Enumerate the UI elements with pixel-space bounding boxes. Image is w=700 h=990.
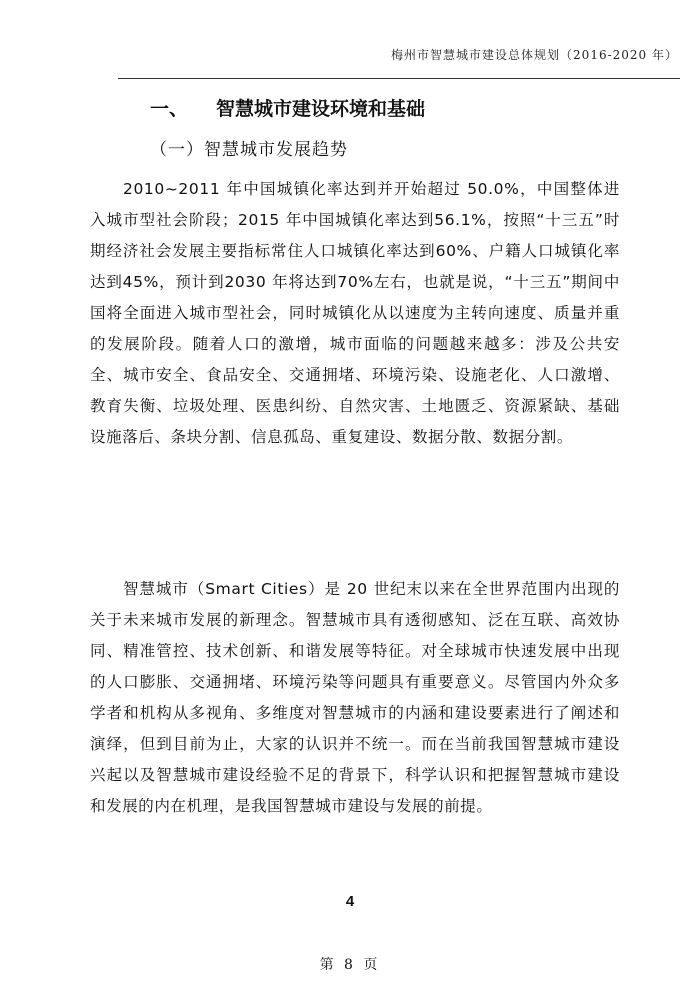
page-number: 4 — [345, 893, 355, 910]
body-paragraph: 智慧城市（Smart Cities）是 20 世纪末以来在全世界范围内出现的关于未来城市发展的新理念。智慧城市具有透彻感知、泛在互联、高效协同、精准管控、技术创新、和谐发展等特征。对全球城市快速发展中出现的人口膨胀、交通拥堵、环境污染等问题具有重要意义。尽管国内外众多学者和机构从多视角、多维度对智慧城市的内涵和建设要素进行了阐述和演绎，但到目前为止，大家的认识并不统一。而在当前我国智慧城市建设兴起以及智慧城市建设经验不足的背景下，科学认识和把握智慧城市建设和发展的内在机理，是我国智慧城市建设与发展的前提。 — [90, 580, 620, 815]
section-heading — [150, 94, 425, 121]
section-title: 智慧城市建设环境和基础 — [216, 98, 426, 120]
section-number: 一、 — [150, 98, 189, 120]
running-header: 梅州市智慧城市建设总体规划（2016-2020 年） — [391, 48, 678, 62]
subsection-heading: （一）智慧城市发展趋势 — [150, 140, 348, 160]
body-paragraph: 2010~2011 年中国城镇化率达到并开始超过 50.0%，中国整体进入城市型社会阶段；2015 年中国城镇化率达到56.1%，按照“十三五”时期经济社会发展主要指标常住人口城镇化率达到60%、户籍人口城镇化率达到45%，预计到2030 年将达到70%左右，也就是说，“十三五”期间中国将全面进入城市型社会，同时城镇化从以速度为主转向速度、质量并重的发展阶段。随着人口的激增，城市面临的问题越来越多：涉及公共安全、城市安全、食品安全、交通拥堵、环境污染、设施老化、人口激增、教育失衡、垃圾处理、医患纠纷、自然灾害、土地匮乏、资源紧缺、基础设施落后、条块分割、信息孤岛、重复建设、数据分散、数据分割。 — [90, 180, 620, 446]
document-page-label: 第 8 页 — [319, 957, 381, 973]
header-rule — [118, 8, 680, 79]
